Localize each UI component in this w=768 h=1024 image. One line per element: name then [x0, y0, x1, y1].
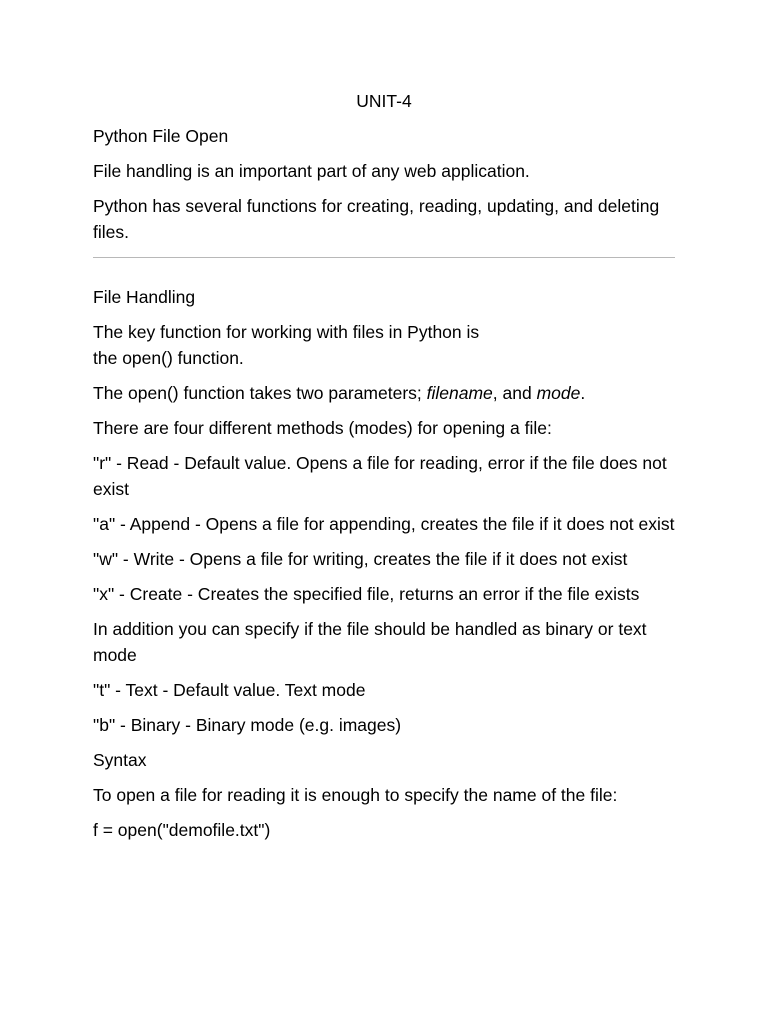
mode-append: "a" - Append - Opens a file for appending, creates the file if it does not exist [93, 514, 675, 534]
document-page [93, 88, 675, 852]
paragraph-syntax-description: To open a file for reading it is enough to specify the name of the file: [93, 785, 618, 805]
mode-write: "w" - Write - Opens a file for writing, creates the file if it does not exist [93, 549, 628, 569]
heading-file-handling: File Handling [93, 287, 196, 307]
paragraph-functions: Python has several functions for creating, reading, updating, and deleting files. [93, 196, 660, 242]
paragraph-parameters [93, 380, 675, 406]
paragraph-binary-text: In addition you can specify if the file should be handled as binary or text mode [93, 619, 647, 665]
document-title: UNIT-4 [356, 91, 412, 111]
parameter-mode: mode [536, 383, 581, 403]
parameters-period: . [580, 383, 586, 403]
paragraph-key-function [93, 319, 675, 371]
parameter-filename: filename [426, 383, 493, 403]
parameters-separator: , and [492, 383, 537, 403]
code-example: f = open("demofile.txt") [93, 820, 271, 840]
key-function-line-2: the open() function. [93, 348, 244, 368]
mode-read: "r" - Read - Default value. Opens a file for reading, error if the file does not exist [93, 453, 667, 499]
heading-syntax: Syntax [93, 750, 147, 770]
mode-create: "x" - Create - Creates the specified file, returns an error if the file exists [93, 584, 640, 604]
heading-python-file-open: Python File Open [93, 126, 229, 146]
mode-binary: "b" - Binary - Binary mode (e.g. images) [93, 715, 402, 735]
mode-text: "t" - Text - Default value. Text mode [93, 680, 366, 700]
paragraph-modes-intro: There are four different methods (modes) for opening a file: [93, 418, 552, 438]
paragraph-intro: File handling is an important part of any web application. [93, 161, 530, 181]
horizontal-divider [93, 257, 675, 258]
parameters-text: The open() function takes two parameters; [93, 383, 427, 403]
key-function-line-1: The key function for working with files in Python is [93, 322, 480, 342]
